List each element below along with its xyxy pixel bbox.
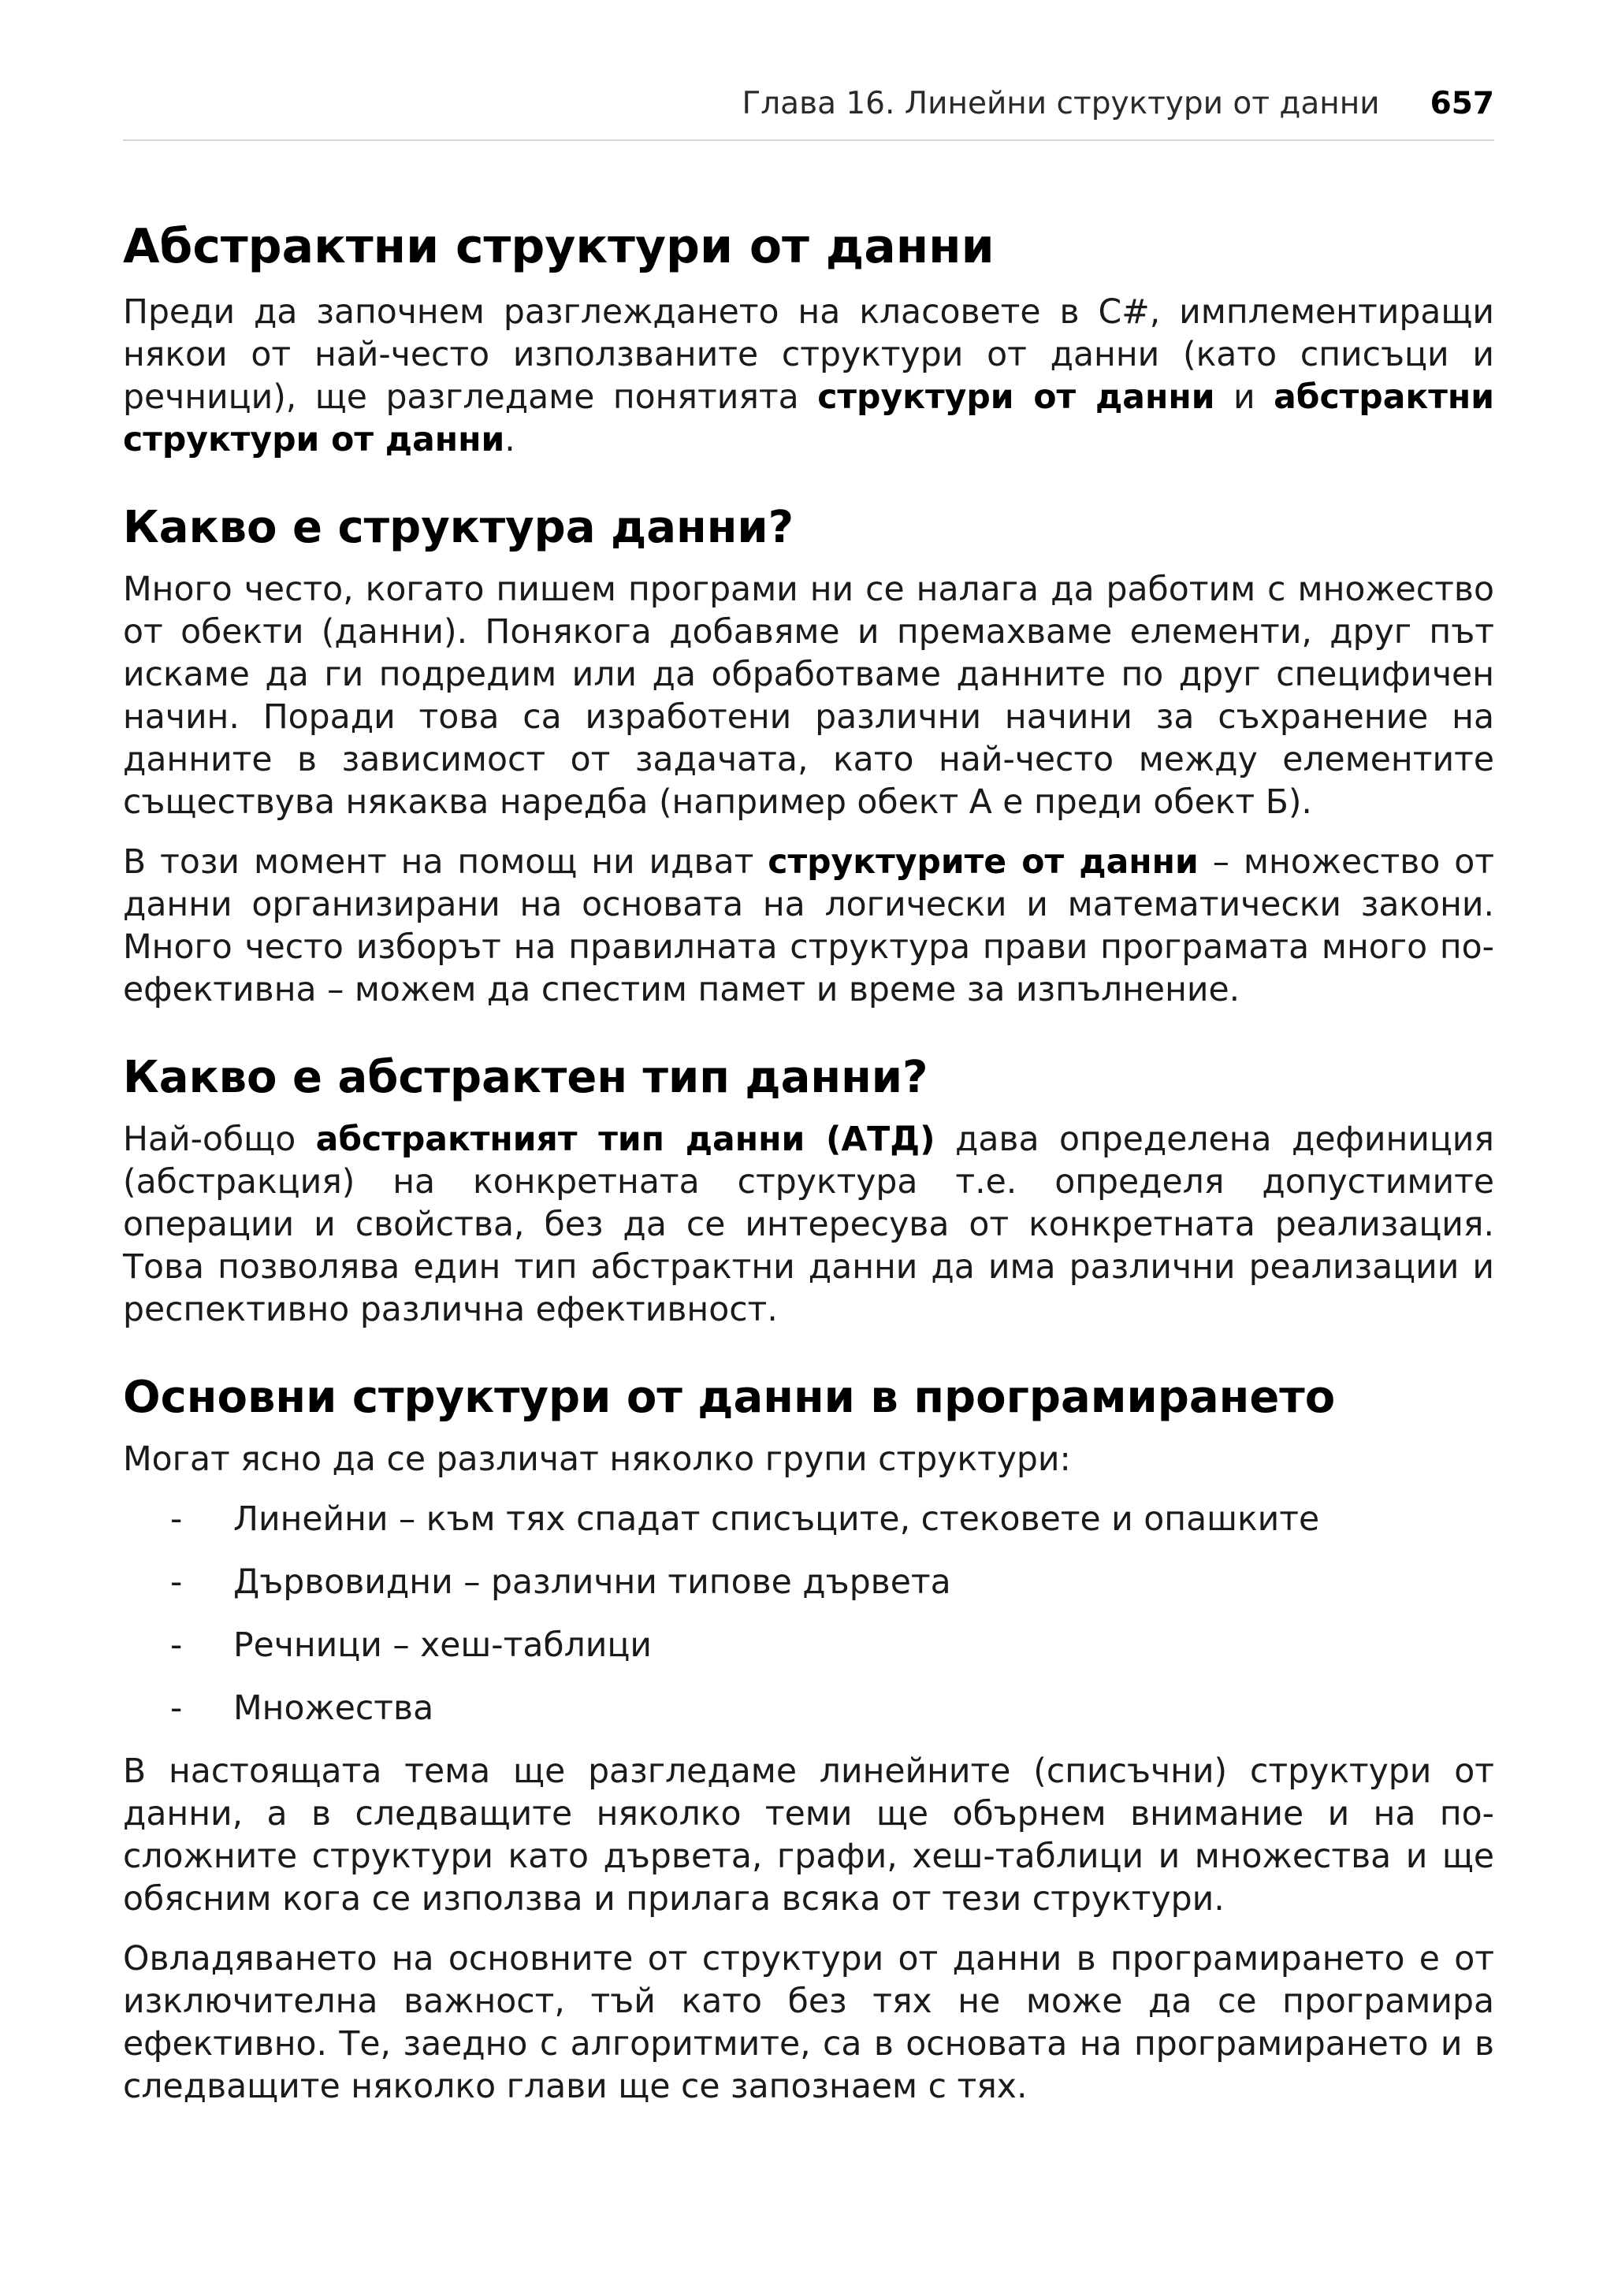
paragraph-groups-lead: Могат ясно да се различат няколко групи структури: — [123, 1440, 1071, 1479]
bold-term: абстрактният тип данни (АТД) — [315, 1120, 935, 1159]
paragraph-data-structure-2 — [123, 841, 1494, 1012]
dash-bullet: - — [170, 1563, 183, 1602]
page-number: 657 — [1430, 86, 1494, 121]
paragraph-topic-overview: В настоящата тема ще разгледаме линейните (списъчни) структури от данни, а в следващите няколко теми ще обърнем внимание и на по-сложните структури като дървета, графи, хеш-таблици и множества и ще обясним кога се използва и прилага всяка от тези структури. — [123, 1752, 1494, 1919]
list-item — [123, 1688, 1494, 1730]
paragraph-adt — [123, 1119, 1494, 1332]
bold-term: структури от данни — [817, 378, 1215, 417]
text-run: – множество от данни организирани на основата на логически и математически закони. Много често изборът на правилната структура прави програмата много по-ефективна – можем да спестим памет и време за изпълнение. — [123, 843, 1495, 1009]
list-item — [123, 1625, 1494, 1667]
section-title-abstract-structures: Абстрактни структури от данни — [123, 219, 995, 274]
subsection-title-what-is-adt: Какво е абстрактен тип данни? — [123, 1052, 928, 1103]
list-item-text: Речници – хеш-таблици — [233, 1626, 652, 1665]
text-run: и — [1214, 378, 1274, 417]
subsection-title-what-is-data-structure: Какво е структура данни? — [123, 502, 794, 553]
list-item-text: Дървовидни – различни типове дървета — [233, 1563, 951, 1602]
paragraph-data-structure-1: Много често, когато пишем програми ни се налага да работим с множество от обекти (данни). Понякога добавяме и премахваме елементи, друг път искаме да ги подредим или да обработваме данните по друг специфичен начин. Поради това са изработени различни начини за съхранение на данните в зависимост от задачата, като най-често между елементите съществува някаква наредба (например обект А е преди обект Б). — [123, 570, 1494, 822]
text-run: Преди да започнем разглеждането на класовете в C#, имплементиращи някои от най-често използваните структури от данни (като списъци и речници), ще разгледаме понятията — [123, 293, 1494, 417]
structure-groups-list — [123, 1499, 1494, 1730]
list-item — [123, 1562, 1494, 1604]
chapter-title: Глава 16. Линейни структури от данни — [742, 86, 1380, 121]
header-divider — [123, 139, 1494, 141]
list-item — [123, 1499, 1494, 1541]
bold-term: абстрактни структури от данни — [123, 378, 1494, 459]
list-item-text: Линейни – към тях спадат списъците, стековете и опашките — [233, 1500, 1320, 1539]
page-content — [123, 203, 1494, 2108]
paragraph-importance: Овладяването на основните от структури от данни в програмирането е от изключителна важност, тъй като без тях не може да се програмира ефективно. Те, заедно с алгоритмите, са в основата на програмирането и в следващите няколко глави ще се запознаем с тях. — [123, 1940, 1494, 2106]
bold-term: структурите от данни — [768, 843, 1199, 882]
dash-bullet: - — [170, 1689, 183, 1728]
list-item-text: Множества — [233, 1689, 434, 1728]
running-header — [742, 82, 1494, 126]
text-run: дава определена дефиниция (абстракция) на конкретната структура т.е. определя допустимите операции и свойства, без да се интересува от конкретната реализация. Това позволява един тип абстрактни данни да има различни реализации и респективно различна ефективност. — [123, 1120, 1494, 1329]
intro-paragraph — [123, 292, 1494, 462]
dash-bullet: - — [170, 1626, 183, 1665]
text-run: В този момент на помощ ни идват — [123, 843, 768, 882]
subsection-title-basic-structures: Основни структури от данни в програмирането — [123, 1372, 1336, 1423]
text-run: Най-общо — [123, 1120, 316, 1159]
text-run: . — [504, 421, 515, 459]
dash-bullet: - — [170, 1500, 183, 1539]
